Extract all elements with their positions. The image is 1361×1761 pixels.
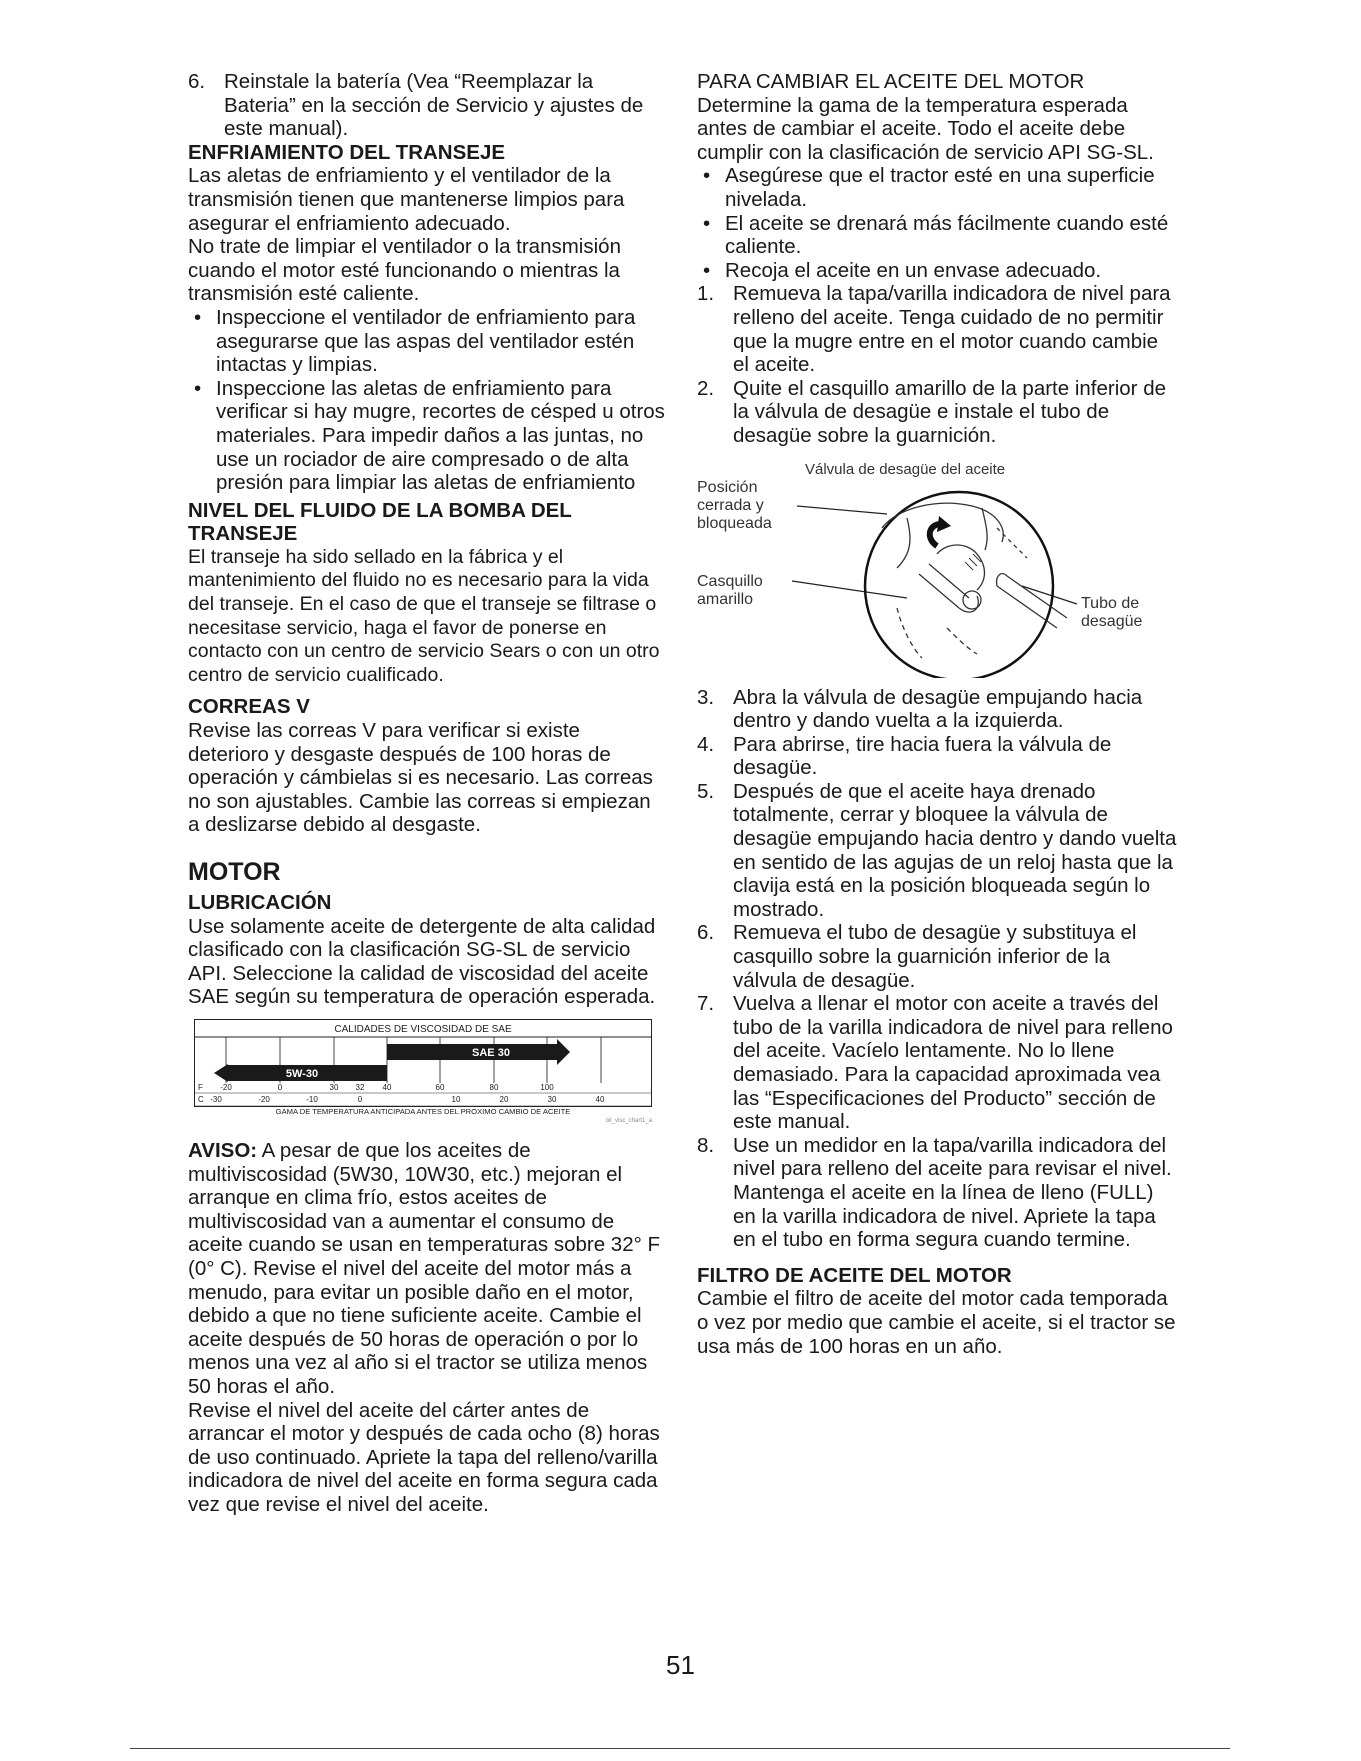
- f-tick: 0: [277, 1082, 283, 1092]
- 5w30-label: 5W-30: [285, 1067, 319, 1080]
- step-number: 1.: [697, 282, 715, 306]
- tube-label-2: desagüe: [1081, 612, 1143, 630]
- paragraph: Determine la gama de la temperatura esperada antes de cambiar el aceite. Todo el aceite debe cumplir con la clasificación de servicio API SG-SL.: [697, 93, 1154, 164]
- step-text: Remueva la tapa/varilla indicadora de nivel para relleno del aceite. Tenga cuidado de no permitir que la mugre entre en el motor cuando cambie el aceite.: [733, 282, 1171, 377]
- aviso-paragraph: [188, 1139, 666, 1399]
- bottom-rule: [130, 1748, 1230, 1749]
- bullet-item: [188, 306, 666, 377]
- right-column: [697, 70, 1177, 1358]
- sae30-bar: [387, 1039, 570, 1065]
- paragraph: No trate de limpiar el ventilador o la transmisión cuando el motor esté funcionando o mientras la transmisión esté caliente.: [188, 235, 621, 306]
- heading-nivel: NIVEL DEL FLUIDO DE LA BOMBA DEL TRANSEJE: [188, 498, 572, 546]
- step-4: [697, 733, 1177, 780]
- chart-title: CALIDADES DE VISCOSIDAD DE SAE: [334, 1023, 512, 1035]
- bullet-text: Recoja el aceite en un envase adecuado.: [725, 258, 1102, 282]
- left-column: [188, 70, 666, 1516]
- heading-correas: CORREAS V: [188, 695, 310, 719]
- bullet-text: Inspeccione el ventilador de enfriamiento para asegurarse que las aspas del ventilador estén intactas y limpias.: [216, 305, 636, 377]
- step-text: Use un medidor en la tapa/varilla indicadora del nivel para relleno del aceite para revisar el nivel. Mantenga el aceite en la línea de lleno (FULL) en la varilla indicadora de nivel. Apriete la tapa en el tubo en forma segura cuando termine.: [733, 1133, 1172, 1252]
- cap-label-2: amarillo: [697, 590, 754, 608]
- aviso-text: A pesar de que los aceites de multiviscosidad (5W30, 10W30, etc.) mejoran el arranque en clima frío, estos aceites de multiviscosidad van a aumentar el consumo de aceite cuando se usan en temperaturas sobre 32° F (0° C). Revise el nivel del aceite del motor más a menudo, para evitar un posible daño en el motor, debido a que no tiene suficiente aceite. Cambie el aceite después de 50 horas de operación o por lo menos una vez al año si el tractor se utiliza menos 50 horas el año.: [188, 1138, 661, 1398]
- c-tick: -30: [210, 1094, 222, 1104]
- cap-label-1: Casquillo: [697, 572, 763, 590]
- step-text: Vuelva a llenar el motor con aceite a través del tubo de la varilla indicadora de nivel para relleno del aceite. Vacíelo lentamente. No lo llene demasiado. Para la capacidad aproximada vea las “Especificaciones del Producto” sección de este manual.: [733, 992, 1173, 1134]
- closed-label-1: Posición: [697, 478, 758, 496]
- c-axis-label: C: [198, 1094, 204, 1104]
- bullet-item: [188, 377, 666, 495]
- step-6: [697, 921, 1177, 992]
- step-number: 6.: [188, 70, 206, 93]
- bullet-icon: •: [194, 376, 202, 400]
- step-number: 2.: [697, 376, 715, 400]
- f-axis-label: F: [198, 1082, 203, 1092]
- step-text: Después de que el aceite haya drenado totalmente, cerrar y bloquee la válvula de desagüe empujando hacia dentro y dando vuelta en sentido de las agujas de un reloj hasta que la clavija está en la posición bloqueada según lo mostrado.: [733, 779, 1177, 921]
- step-text: Para abrirse, tire hacia fuera la válvula de desagüe.: [733, 732, 1112, 780]
- step-number: 7.: [697, 992, 715, 1016]
- bullet-item: [697, 164, 1177, 211]
- bullet-icon: •: [703, 164, 711, 188]
- step-text: Abra la válvula de desagüe empujando hacia dentro y dando vuelta a la izquierda.: [733, 685, 1143, 733]
- heading-cambiar: PARA CAMBIAR EL ACEITE DEL MOTOR: [697, 70, 1085, 93]
- f-tick: 32: [355, 1082, 365, 1092]
- paragraph: El transeje ha sido sellado en la fábrica y el mantenimiento del fluido no es necesario para la vida del transeje. En el caso de que el transeje se filtrase o necesitase servicio, haga el favor de ponerse en contacto con un centro de servicio Sears o con un otro centro de servicio cualificado.: [188, 545, 660, 686]
- heading-filtro: FILTRO DE ACEITE DEL MOTOR: [697, 1263, 1012, 1287]
- bullet-icon: •: [703, 211, 711, 235]
- 5w30-bar: [214, 1064, 387, 1082]
- f-tick: 100: [540, 1082, 554, 1092]
- c-tick: 0: [357, 1094, 363, 1104]
- step-number: 6.: [697, 921, 715, 945]
- closed-label-3: bloqueada: [697, 514, 772, 532]
- bullet-text: Asegúrese que el tractor esté en una superficie nivelada.: [725, 164, 1155, 211]
- drain-valve-diagram: [697, 458, 1177, 678]
- f-tick: -20: [220, 1082, 232, 1092]
- c-tick: -20: [258, 1094, 270, 1104]
- step-1: [697, 282, 1177, 376]
- paragraph: Revise las correas V para verificar si existe deterioro y desgaste después de 100 horas de operación y cámbielas si es necesario. Las correas no son ajustables. Cambie las correas si empiezan a deslizarse debido al desgaste.: [188, 719, 653, 837]
- paragraph: Cambie el filtro de aceite del motor cada temporada o vez por medio que cambie el aceite, si el tractor se usa más de 100 horas en un año.: [697, 1287, 1176, 1358]
- step-3: [697, 686, 1177, 733]
- step-5: [697, 780, 1177, 922]
- c-tick: -10: [306, 1094, 318, 1104]
- step-7: [697, 992, 1177, 1134]
- chart-code: oil_visc_chart1_a: [605, 1117, 652, 1124]
- step-number: 3.: [697, 685, 715, 709]
- bullet-item: [697, 212, 1177, 259]
- step-8: [697, 1134, 1177, 1252]
- step-number: 8.: [697, 1133, 715, 1157]
- viscosity-chart: [194, 1019, 652, 1125]
- chart-footer: GAMA DE TEMPERATURA ANTICIPADA ANTES DEL PROXIMO CAMBIO DE ACEITE: [275, 1106, 571, 1116]
- tube-label-1: Tubo de: [1081, 594, 1140, 612]
- f-tick: 40: [382, 1082, 392, 1092]
- paragraph: Use solamente aceite de detergente de alta calidad clasificado con la clasificación SG-SL de servicio API. Seleccione la calidad de viscosidad del aceite SAE según su temperatura de operación esperada.: [188, 914, 656, 1009]
- paragraph: Revise el nivel del aceite del cárter antes de arrancar el motor y después de cada ocho (8) horas de uso continuado. Apriete la tapa del relleno/varilla indicadora de nivel del aceite en forma segura cada vez que revise el nivel del aceite.: [188, 1398, 660, 1516]
- bullet-text: El aceite se drenará más fácilmente cuando esté caliente.: [725, 211, 1169, 259]
- heading-motor: MOTOR: [188, 858, 281, 886]
- page-number: 51: [666, 1650, 695, 1680]
- valve-label: Válvula de desagüe del aceite: [805, 460, 1006, 478]
- rotation-arrow-icon: [930, 516, 951, 546]
- f-tick: 30: [329, 1082, 339, 1092]
- step-number: 5.: [697, 779, 715, 803]
- step-text: Remueva el tubo de desagüe y substituya el casquillo sobre la guarnición inferior de la válvula de desagüe.: [733, 921, 1137, 992]
- sae30-label: SAE 30: [472, 1046, 510, 1059]
- heading-lubricacion: LUBRICACIÓN: [188, 891, 332, 914]
- detail-circle: [865, 492, 1053, 678]
- closed-label-2: cerrada y: [697, 496, 764, 514]
- f-tick: 60: [435, 1082, 445, 1092]
- bullet-icon: •: [194, 305, 202, 329]
- bullet-icon: •: [703, 258, 711, 282]
- heading-enfriamiento: ENFRIAMIENTO DEL TRANSEJE: [188, 140, 506, 164]
- step-text: Quite el casquillo amarillo de la parte inferior de la válvula de desagüe e instale el tubo de desagüe sobre la guarnición.: [733, 376, 1167, 447]
- step-2: [697, 377, 1177, 448]
- bullet-item: [697, 259, 1177, 283]
- step-text: Reinstale la batería (Vea “Reemplazar la Bateria” en la sección de Servicio y ajustes de este manual).: [224, 70, 644, 141]
- c-tick: 40: [595, 1094, 605, 1104]
- c-tick: 30: [547, 1094, 557, 1104]
- paragraph: Las aletas de enfriamiento y el ventilador de la transmisión tienen que mantenerse limpios para asegurar el enfriamiento adecuado.: [188, 164, 625, 235]
- c-tick: 10: [451, 1094, 461, 1104]
- bullet-text: Inspeccione las aletas de enfriamiento para verificar si hay mugre, recortes de césped u otros materiales. Para impedir daños a las juntas, no use un rociador de aire compresado o de alta presión para limpiar las aletas de enfriamiento: [216, 376, 665, 495]
- step-number: 4.: [697, 732, 715, 756]
- aviso-label: AVISO:: [188, 1138, 258, 1162]
- c-tick: 20: [499, 1094, 509, 1104]
- f-tick: 80: [489, 1082, 499, 1092]
- step-6: [188, 70, 666, 141]
